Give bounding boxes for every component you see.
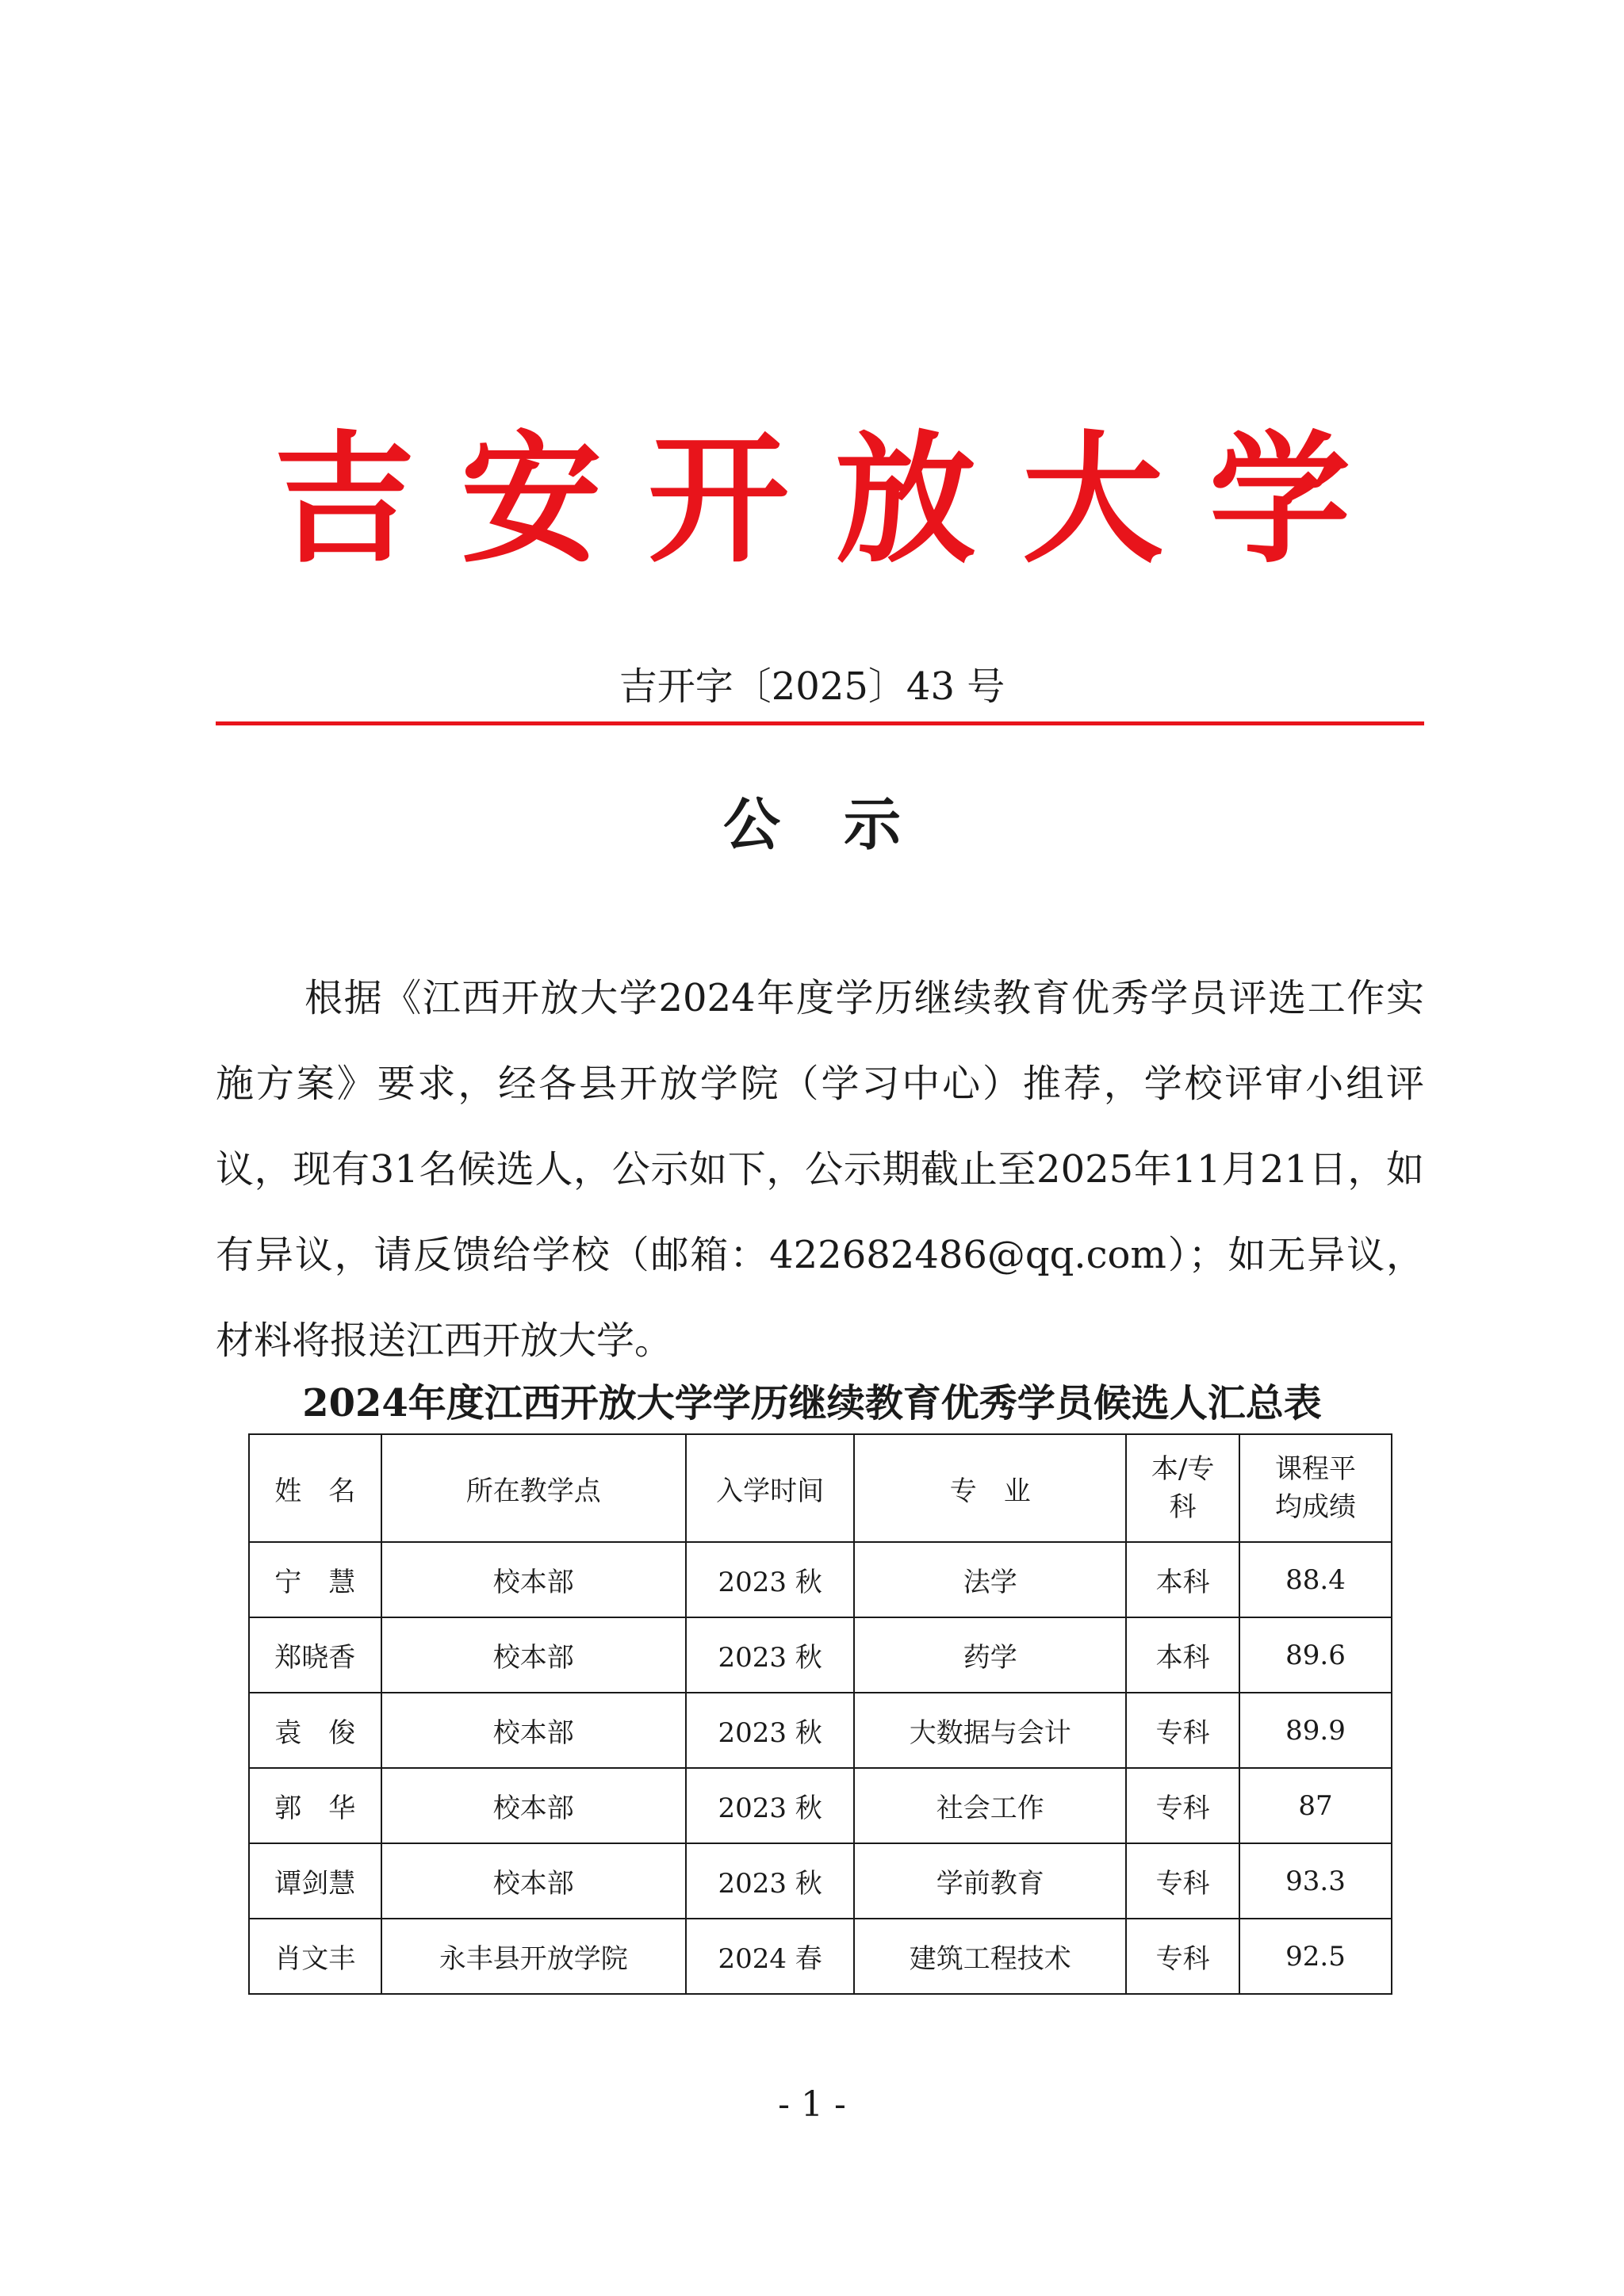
cell-enroll-time: 2023 秋 [686, 1617, 854, 1693]
cell-enroll-time: 2024 春 [686, 1919, 854, 1994]
cell-major: 学前教育 [854, 1843, 1126, 1919]
table-row [249, 1617, 1392, 1693]
cell-level: 本科 [1126, 1542, 1239, 1617]
cell-level: 专科 [1126, 1768, 1239, 1843]
candidate-summary-table [248, 1433, 1392, 1995]
document-number: 吉开字〔2025〕43 号 [619, 664, 1005, 709]
masthead-title: 吉安开放大学 [274, 416, 1396, 582]
cell-level: 本科 [1126, 1617, 1239, 1693]
header-level-line2: 科 [1169, 1491, 1197, 1523]
table-header-row [249, 1434, 1392, 1542]
cell-major: 建筑工程技术 [854, 1919, 1126, 1994]
cell-level: 专科 [1126, 1843, 1239, 1919]
cell-site: 校本部 [381, 1693, 686, 1768]
header-enroll-time: 入学时间 [686, 1434, 854, 1542]
cell-score: 89.6 [1239, 1617, 1392, 1693]
cell-major: 大数据与会计 [854, 1693, 1126, 1768]
cell-name: 宁 慧 [249, 1542, 381, 1617]
notice-title: 公示 [722, 790, 964, 858]
table-row [249, 1693, 1392, 1768]
cell-score: 89.9 [1239, 1693, 1392, 1768]
cell-level: 专科 [1126, 1693, 1239, 1768]
body-paragraph: 根据《江西开放大学2024年度学历继续教育优秀学员评选工作实施方案》要求，经各县开放学院（学习中心）推荐，学校评审小组评议，现有31名候选人，公示如下，公示期截止至2025年11月21日，如有异议，请反馈给学校（邮箱：422682486@qq.com）；如无异议，材料将报送江西开放大学。 [216, 976, 1424, 1363]
header-score-line2: 均成绩 [1274, 1491, 1356, 1523]
cell-enroll-time: 2023 秋 [686, 1542, 854, 1617]
cell-name: 袁 俊 [249, 1693, 381, 1768]
cell-name: 郭 华 [249, 1768, 381, 1843]
header-level [1126, 1434, 1239, 1542]
table-row [249, 1843, 1392, 1919]
page-number: - 1 - [778, 2084, 846, 2125]
cell-major: 社会工作 [854, 1768, 1126, 1843]
cell-enroll-time: 2023 秋 [686, 1768, 854, 1843]
table-row [249, 1768, 1392, 1843]
cell-site: 校本部 [381, 1768, 686, 1843]
cell-enroll-time: 2023 秋 [686, 1693, 854, 1768]
cell-major: 法学 [854, 1542, 1126, 1617]
cell-enroll-time: 2023 秋 [686, 1843, 854, 1919]
cell-name: 谭剑慧 [249, 1843, 381, 1919]
header-score [1239, 1434, 1392, 1542]
cell-score: 93.3 [1239, 1843, 1392, 1919]
table-row [249, 1919, 1392, 1994]
cell-site: 校本部 [381, 1617, 686, 1693]
cell-score: 87 [1239, 1768, 1392, 1843]
cell-site: 校本部 [381, 1843, 686, 1919]
cell-name: 郑晓香 [249, 1617, 381, 1693]
header-major: 专 业 [854, 1434, 1126, 1542]
cell-name: 肖文丰 [249, 1919, 381, 1994]
cell-site: 永丰县开放学院 [381, 1919, 686, 1994]
table-row [249, 1542, 1392, 1617]
cell-score: 92.5 [1239, 1919, 1392, 1994]
cell-level: 专科 [1126, 1919, 1239, 1994]
red-divider-line [216, 721, 1424, 725]
header-level-line1: 本/专 [1151, 1453, 1215, 1485]
cell-site: 校本部 [381, 1542, 686, 1617]
header-name: 姓 名 [249, 1434, 381, 1542]
table-title: 2024年度江西开放大学学历继续教育优秀学员候选人汇总表 [302, 1381, 1322, 1425]
header-site: 所在教学点 [381, 1434, 686, 1542]
cell-score: 88.4 [1239, 1542, 1392, 1617]
cell-major: 药学 [854, 1617, 1126, 1693]
header-score-line1: 课程平 [1274, 1453, 1356, 1485]
